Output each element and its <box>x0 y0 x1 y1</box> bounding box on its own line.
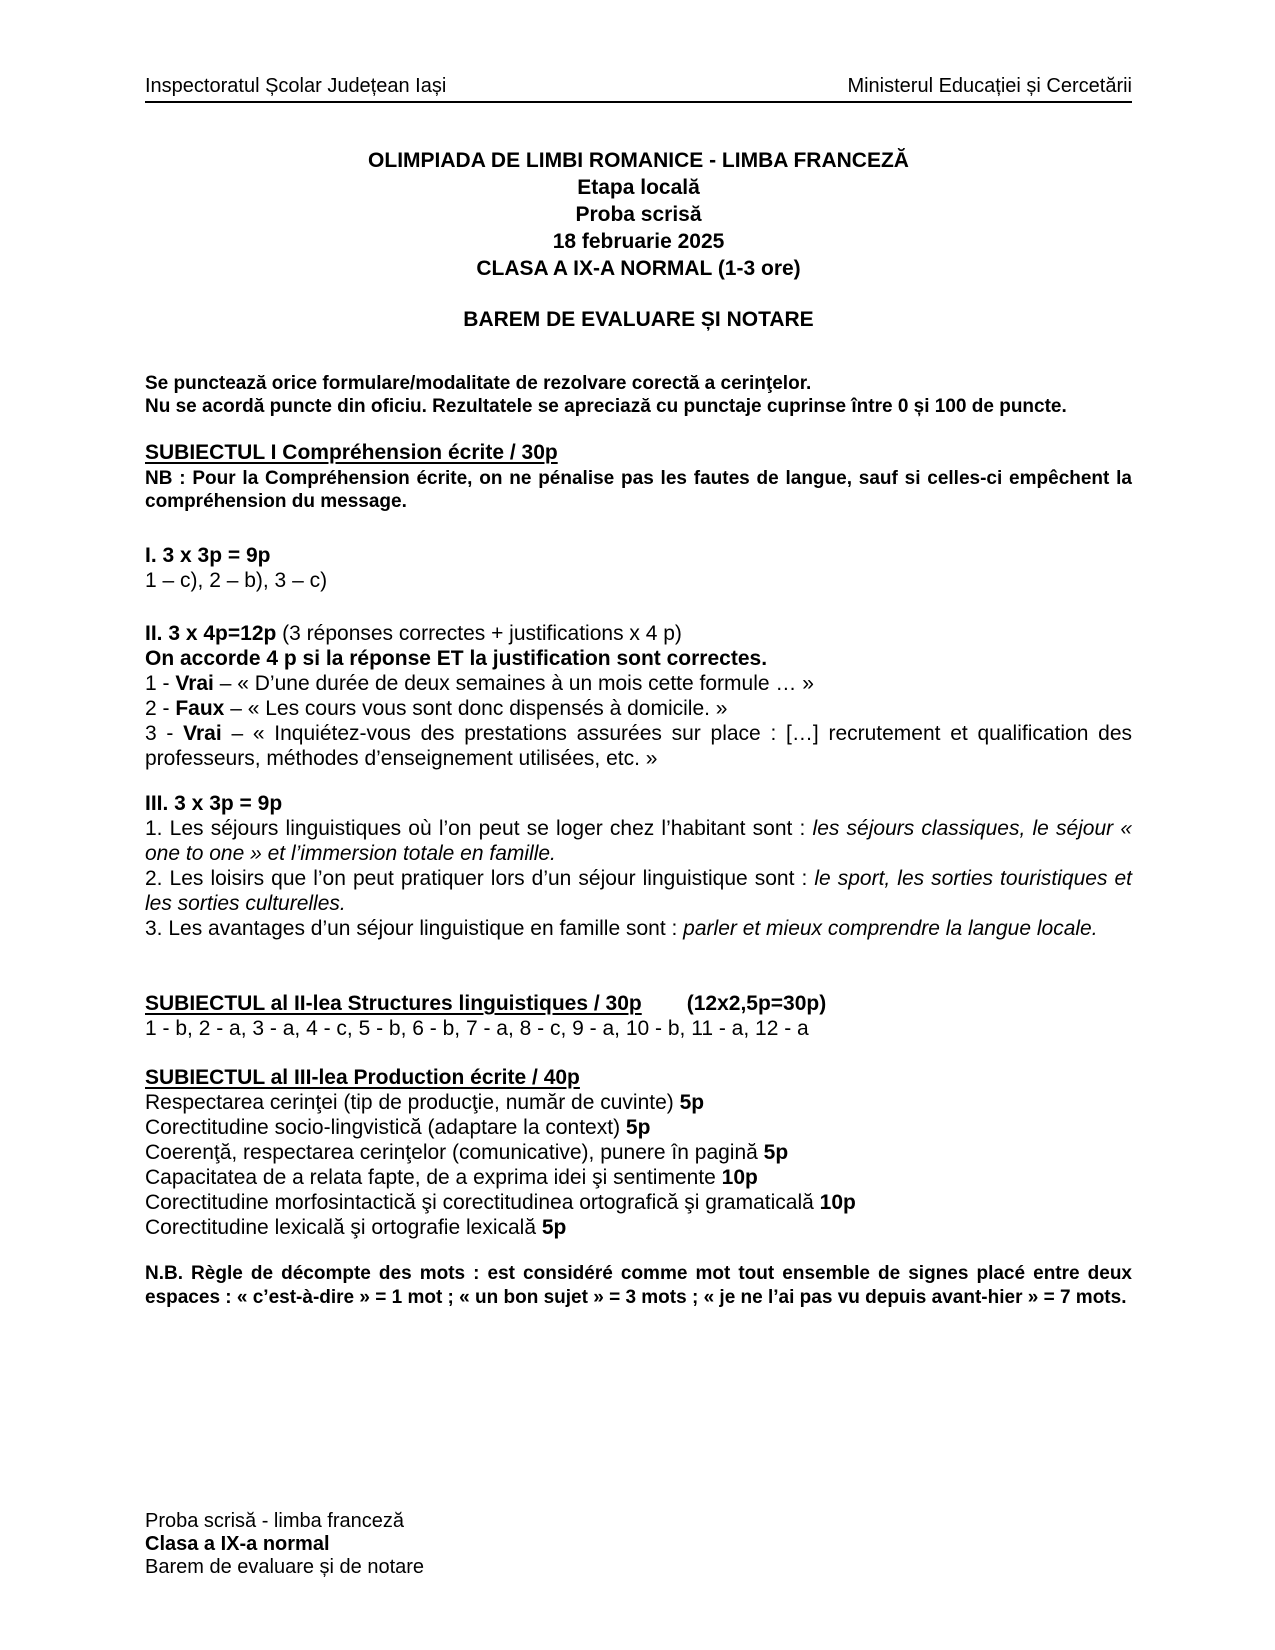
item-number: 1 - <box>145 672 176 695</box>
criterion-points: 10p <box>819 1191 856 1214</box>
criterion-points: 10p <box>721 1166 758 1189</box>
criterion-row <box>145 1090 1132 1115</box>
footer-line-2: Clasa a IX-a normal <box>145 1533 330 1555</box>
doc-title-line-5: CLASA A IX-A NORMAL (1-3 ore) <box>476 257 801 280</box>
part2-item-3 <box>145 721 1132 771</box>
item-verdict: Faux <box>175 697 225 720</box>
part3-item-3 <box>145 916 1132 941</box>
item-number: 3 - <box>145 722 184 745</box>
subject2-points-note: (12x2,5p=30p) <box>686 992 827 1015</box>
criterion-row <box>145 1165 1132 1190</box>
criterion-points: 5p <box>625 1116 651 1139</box>
item-quote: – « Les cours vous sont donc dispensés à domicile. » <box>224 697 728 720</box>
subject3-heading: SUBIECTUL al III-lea Production écrite / 40p <box>145 1066 580 1089</box>
item-quote: – « Inquiétez-vous des prestations assurées sur place : […] recrutement et qualification des professeurs, méthodes d’enseignement utilisées, etc. » <box>145 722 1132 770</box>
item-quote: – « D’une durée de deux semaines à un mois cette formule … » <box>213 672 814 695</box>
title-block <box>145 147 1132 282</box>
word-count-rule-note: N.B. Règle de décompte des mots : est considéré comme mot tout ensemble de signes placé entre deux espaces : « c’est-à-dire » = 1 mot ; « un bon sujet » = 3 mots ; « je ne l’ai pas vu depuis avant-hier » = 7 mots. <box>145 1263 1132 1308</box>
item-question: 2. Les loisirs que l’on peut pratiquer lors d’un séjour linguistique sont : <box>145 867 815 890</box>
header-left-institution: Inspectoratul Școlar Județean Iași <box>145 75 447 97</box>
item-answer: parler et mieux comprendre la langue locale. <box>683 917 1098 940</box>
item-answer: le sport, les sorties touristiques et les sorties culturelles. <box>145 867 1132 915</box>
footer-line-3: Barem de evaluare și de notare <box>145 1556 425 1578</box>
part3-heading: III. 3 x 3p = 9p <box>145 792 283 815</box>
item-verdict: Vrai <box>175 672 214 695</box>
item-question: 3. Les avantages d’un séjour linguistique en famille sont : <box>145 917 684 940</box>
item-verdict: Vrai <box>183 722 222 745</box>
doc-title-line-1: OLIMPIADA DE LIMBI ROMANICE - LIMBA FRANCEZĂ <box>368 149 909 172</box>
page-footer <box>145 1510 424 1579</box>
page-header <box>145 75 1132 103</box>
part2-rule: On accorde 4 p si la réponse ET la justification sont correctes. <box>145 647 768 670</box>
grading-note-2: Nu se acordă puncte din oficiu. Rezultatele se apreciază cu punctaje cuprinse între 0 și 100 de puncte. <box>145 396 1067 417</box>
footer-line-1: Proba scrisă - limba franceză <box>145 1510 404 1532</box>
criterion-text: Corectitudine lexicală şi ortografie lexicală <box>145 1216 542 1239</box>
subject1-nb: NB : Pour la Compréhension écrite, on ne pénalise pas les fautes de langue, sauf si celles-ci empêchent la compréhension du message. <box>145 468 1132 512</box>
part2-heading <box>145 621 1132 646</box>
criterion-points: 5p <box>763 1141 789 1164</box>
criterion-row <box>145 1215 1132 1240</box>
criterion-points: 5p <box>679 1091 705 1114</box>
part3-item-2 <box>145 866 1132 916</box>
subject2-heading-row <box>145 991 1132 1016</box>
grading-notes <box>145 372 1132 418</box>
part2-heading-detail: (3 réponses correctes + justifications x 4 p) <box>276 622 682 645</box>
subject2-answers: 1 - b, 2 - a, 3 - a, 4 - c, 5 - b, 6 - b, 7 - a, 8 - c, 9 - a, 10 - b, 11 - a, 12 - a <box>145 1017 809 1040</box>
doc-subtitle: BAREM DE EVALUARE ȘI NOTARE <box>463 308 814 331</box>
subject2-heading: SUBIECTUL al II-lea Structures linguistiques / 30p <box>145 992 642 1015</box>
item-question: 1. Les séjours linguistiques où l’on peut se loger chez l’habitant sont : <box>145 817 813 840</box>
criterion-text: Capacitatea de a relata fapte, de a exprima idei şi sentimente <box>145 1166 722 1189</box>
part3-item-1 <box>145 816 1132 866</box>
criterion-row <box>145 1140 1132 1165</box>
criterion-text: Coerenţă, respectarea cerinţelor (comunicative), punere în pagină <box>145 1141 764 1164</box>
subject1-heading: SUBIECTUL I Compréhension écrite / 30p <box>145 441 558 464</box>
grading-note-1: Se punctează orice formulare/modalitate de rezolvare corectă a cerinţelor. <box>145 373 812 394</box>
doc-title-line-3: Proba scrisă <box>575 203 702 226</box>
part2-heading-points: II. 3 x 4p=12p <box>145 622 277 645</box>
criterion-text: Respectarea cerinţei (tip de producţie, număr de cuvinte) <box>145 1091 680 1114</box>
header-right-institution: Ministerul Educației și Cercetării <box>847 75 1132 97</box>
part1-heading: I. 3 x 3p = 9p <box>145 544 271 567</box>
criterion-text: Corectitudine morfosintactică şi corectitudinea ortografică şi gramaticală <box>145 1191 820 1214</box>
criterion-points: 5p <box>541 1216 567 1239</box>
doc-title-line-4: 18 februarie 2025 <box>552 230 725 253</box>
part2-item-2 <box>145 696 1132 721</box>
part2-item-1 <box>145 671 1132 696</box>
item-answer: les séjours classiques, le séjour « one to one » et l’immersion totale en famille. <box>145 817 1132 865</box>
part1-answers: 1 – c), 2 – b), 3 – c) <box>145 569 328 592</box>
item-number: 2 - <box>145 697 176 720</box>
criterion-text: Corectitudine socio-lingvistică (adaptare la context) <box>145 1116 626 1139</box>
criterion-row <box>145 1190 1132 1215</box>
doc-title-line-2: Etapa locală <box>577 176 700 199</box>
criterion-row <box>145 1115 1132 1140</box>
